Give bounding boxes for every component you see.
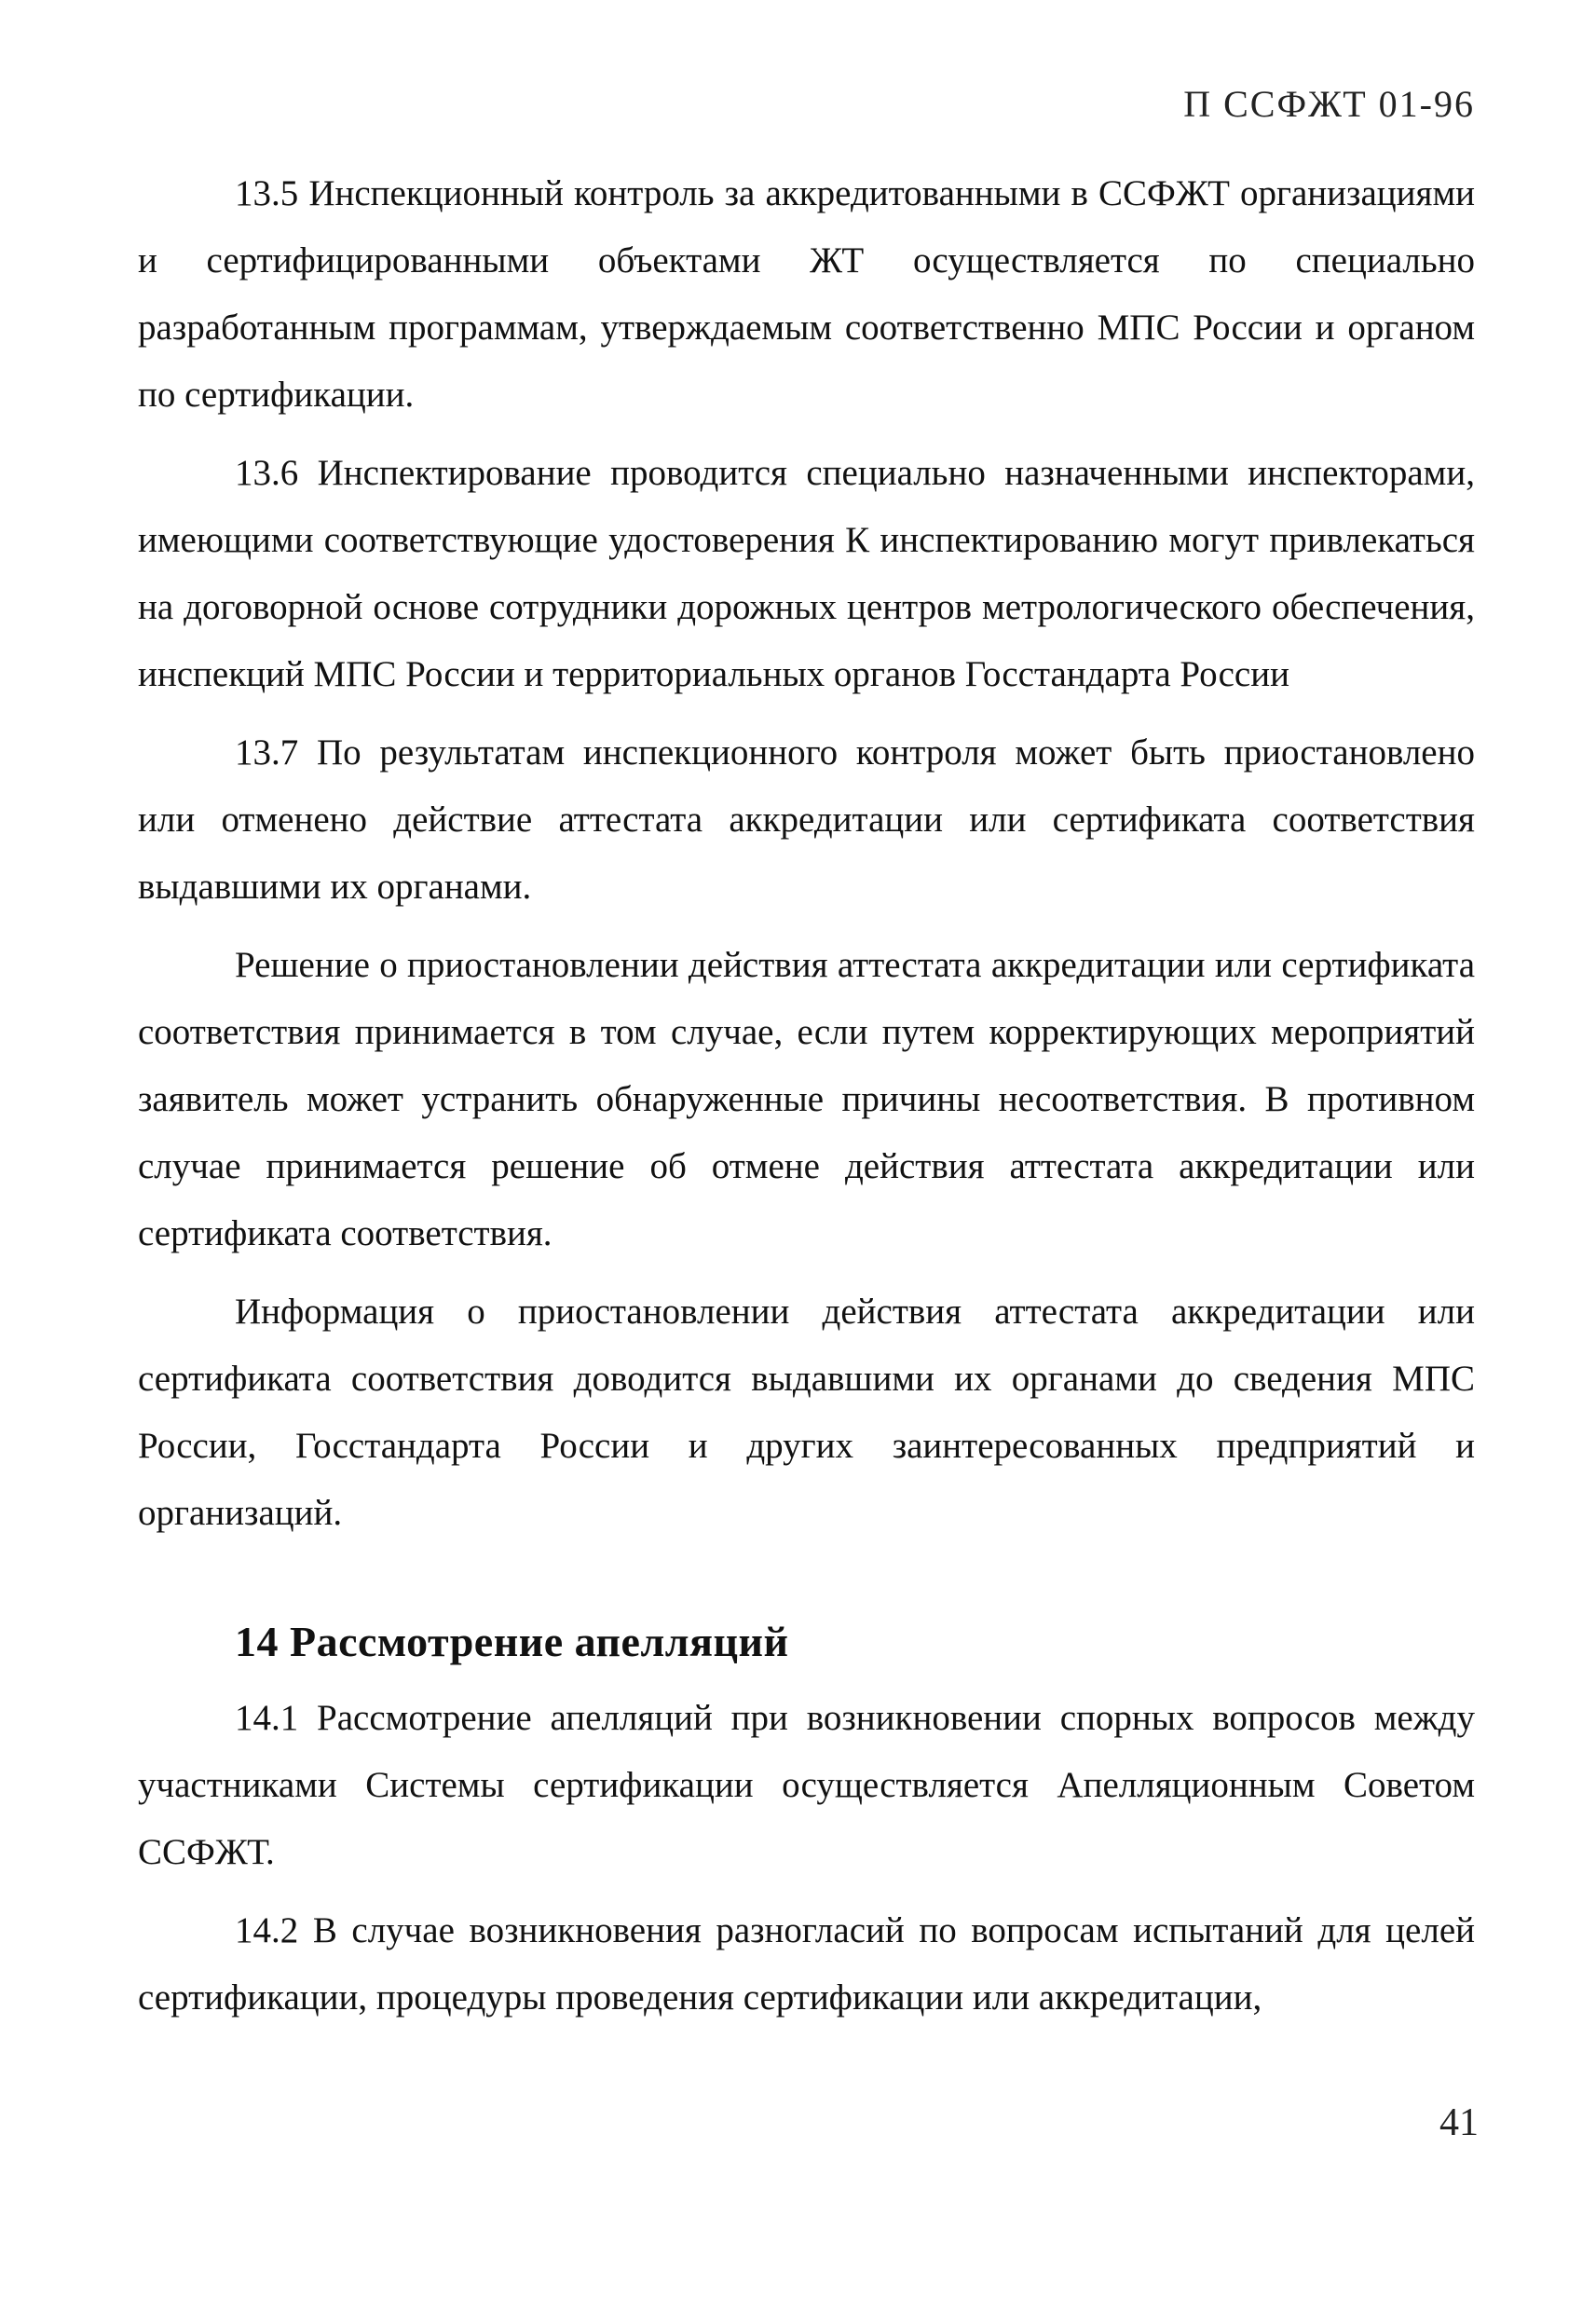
paragraph-13-7: 13.7 По результатам инспекционного контроля может быть приостановлено или отменено действие аттестата аккредитации или сертификата соответствия выдавшими их органами. — [138, 732, 1475, 907]
document-body — [138, 160, 1475, 2032]
page-number: 41 — [1439, 2101, 1479, 2144]
paragraph-13-5: 13.5 Инспекционный контроль за аккредитованными в ССФЖТ организациями и сертифицированными объектами ЖТ осуществляется по специально разработанным программам, утверждаемым соответственно МПС России и органом по сертификации. — [138, 173, 1475, 415]
paragraph-suspension-decision: Решение о приостановлении действия аттестата аккредитации или сертификата соответствия принимается в том случае, если путем корректирующих мероприятий заявитель может устранить обнаруженные причины несоответствия. В противном случае принимается решение об отмене действия аттестата аккредитации или сертификата соответствия. — [138, 945, 1475, 1253]
paragraph-suspension-information: Информация о приостановлении действия аттестата аккредитации или сертификата соответствия доводится выдавшими их органами до сведения МПС России, Госстандарта России и других заинтересованных предприятий и организаций. — [138, 1292, 1475, 1533]
paragraph-14-2: 14.2 В случае возникновения разногласий по вопросам испытаний для целей сертификации, процедуры проведения сертификации или аккредитации, — [138, 1910, 1475, 2018]
paragraph-14-1: 14.1 Рассмотрение апелляций при возникновении спорных вопросов между участниками Системы сертификации осуществляется Апелляционным Советом ССФЖТ. — [138, 1698, 1475, 1872]
section-14-title: 14 Рассмотрение апелляций — [235, 1618, 789, 1665]
document-code: П ССФЖТ 01-96 — [1183, 83, 1475, 125]
paragraph-13-6: 13.6 Инспектирование проводится специально назначенными инспекторами, имеющими соответствующие удостоверения К инспектированию могут привлекаться на договорной основе сотрудники дорожных центров метрологического обеспечения, инспекций МПС России и территориальных органов Госстандарта России — [138, 453, 1475, 694]
